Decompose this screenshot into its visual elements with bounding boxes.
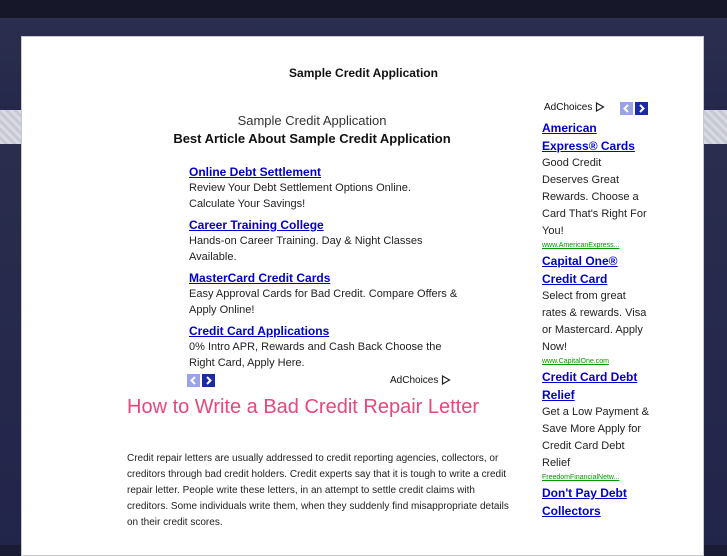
article-body: Credit repair letters are usually addressed to credit reporting agencies, collectors, or creditors through bad credit holders. Credit experts say that it is tough to write a credit repair letter. People write these letters, in an attempt to settle credit claims with creditors. Some individuals write them, when they suddenly find misappropriate details on their credit scores. <box>127 453 509 528</box>
center-ad <box>189 323 459 376</box>
right-ad-desc: Select from great rates & rewards. Visa or Mastercard. Apply Now! <box>542 290 647 353</box>
center-subtitle: Best Article About Sample Credit Application <box>173 131 451 146</box>
center-ad <box>189 164 459 217</box>
center-ad-list <box>189 164 459 376</box>
chevron-right-icon[interactable] <box>202 374 215 387</box>
adchoices-link[interactable] <box>390 375 451 386</box>
center-ad <box>189 217 459 270</box>
center-ad-title-link[interactable]: Credit Card Applications <box>189 324 330 338</box>
page-title: Sample Credit Application <box>289 66 438 80</box>
center-ad-desc: Easy Approval Cards for Bad Credit. Compare Offers & Apply Online! <box>189 288 458 316</box>
chevron-left-icon[interactable] <box>620 102 633 115</box>
right-ad-column <box>542 119 650 520</box>
content-panel <box>21 36 704 556</box>
right-ad <box>542 484 650 520</box>
adchoices-label: AdChoices <box>390 375 439 386</box>
center-ad-desc: Hands-on Career Training. Day & Night Classes Available. <box>189 235 423 263</box>
center-ad-title-link[interactable]: Career Training College <box>189 218 324 232</box>
right-ad <box>542 368 650 484</box>
center-ad <box>189 270 459 323</box>
center-ad-title-link[interactable]: Online Debt Settlement <box>189 165 322 179</box>
chevron-left-icon[interactable] <box>187 374 200 387</box>
adchoices-icon <box>441 375 451 385</box>
right-ad <box>542 252 650 368</box>
right-ad-desc: Good Credit Deserves Great Rewards. Choose a Card That's Right For You! <box>542 157 647 237</box>
right-ad <box>542 119 650 252</box>
right-ad-title-link[interactable]: Don't Pay Debt Collectors <box>542 486 627 518</box>
adchoices-icon <box>595 102 605 112</box>
right-ad-pager <box>620 102 650 120</box>
chevron-right-icon[interactable] <box>635 102 648 115</box>
article-title: How to Write a Bad Credit Repair Letter <box>127 396 480 418</box>
adchoices-link[interactable] <box>544 102 605 113</box>
adchoices-label: AdChoices <box>544 102 593 113</box>
right-ad-url-link[interactable]: www.AmericanExpress... <box>542 242 620 249</box>
center-ad-title-link[interactable]: MasterCard Credit Cards <box>189 271 331 285</box>
center-title: Sample Credit Application <box>237 113 387 128</box>
right-ad-desc: Get a Low Payment & Save More Apply for Credit Card Debt Relief <box>542 406 649 469</box>
right-ad-url-link[interactable]: FreedomFinancialNetw... <box>542 474 620 481</box>
right-ad-title-link[interactable]: Capital One® Credit Card <box>542 254 618 286</box>
center-ad-pager <box>187 374 217 392</box>
right-ad-title-link[interactable]: Credit Card Debt Relief <box>542 370 638 402</box>
right-ad-title-link[interactable]: American Express® Cards <box>542 121 635 153</box>
center-ad-desc: Review Your Debt Settlement Options Online. Calculate Your Savings! <box>189 182 411 210</box>
top-bar <box>0 0 727 18</box>
center-ad-desc: 0% Intro APR, Rewards and Cash Back Choose the Right Card, Apply Here. <box>189 341 442 369</box>
right-ad-url-link[interactable]: www.CapitalOne.com <box>542 358 609 365</box>
